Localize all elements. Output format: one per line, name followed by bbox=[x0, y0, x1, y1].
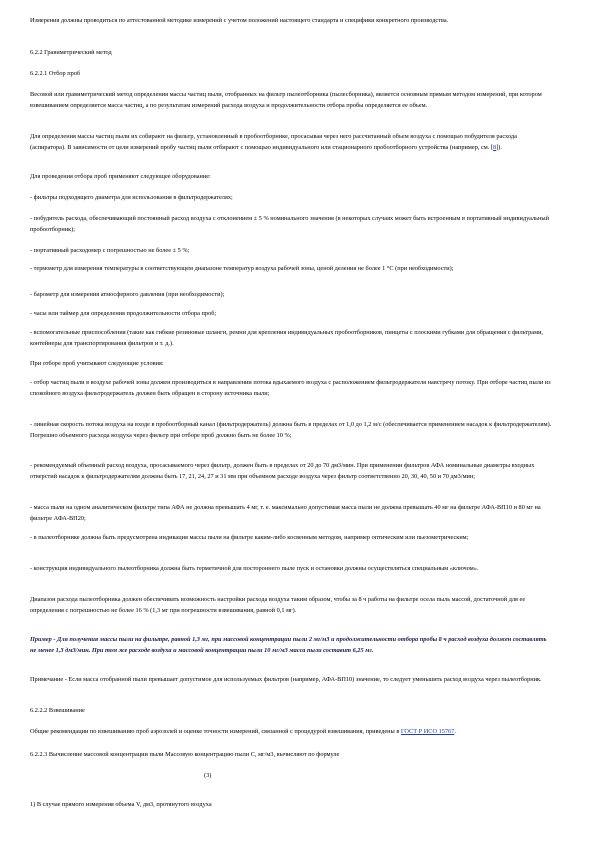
equipment-item-barometer: - барометр для измерения атмосферного давления (при необходимости); bbox=[30, 291, 225, 298]
gost-link[interactable]: ГОСТ Р ИСО 15767 bbox=[400, 728, 455, 735]
equipment-item-filters: - фильтры подходящего диаметра для использования в фильтродержателях; bbox=[30, 194, 233, 201]
conditions-intro: При отборе проб учитывают следующие условия: bbox=[30, 360, 164, 367]
weighing-text-a: Общие рекомендации по взвешиванию проб аэрозолей и оценке точности измерений, связанной с процедурой взвешивания, приведены в bbox=[30, 728, 401, 735]
sampling-text-a: Для определения массы частиц пыли их собирают на фильтр, установленный в пробоотборнике, просасывая через него рассчитанный объем воздуха с помощью побудителя расхода (аспиратора). В зависимости от цели измерений пробу частиц пыли отбирают с помощью индивидуального или стационарного пробоотборного устройства (например, см. [ bbox=[30, 133, 517, 151]
condition-construction: - конструкция индивидуального пылеотборника должна быть герметичной для постороннего пыле пуск и остановки должны осуществляться специальным «ключом». bbox=[30, 565, 479, 572]
weighing-paragraph bbox=[30, 727, 554, 738]
volume-paragraph: 1) В случае прямого измерения объема V, дм3, протянутого воздуха bbox=[30, 801, 212, 808]
equipment-item-pump: - побудитель расхода, обеспечивающий постоянный расход воздуха с отклонением ± 5 % номинального значения (в некоторых случаях может быть встроенным в портативный индивидуальный пробоотборник); bbox=[30, 215, 549, 233]
condition-mass-limit: - масса пыли на одном аналитическом фильтре типа АФА не должна превышать 4 мг, т. е. максимально допустимая масса пыли не должна превышать 40 мг на фильтре АФА-ВП10 и 80 мг на фильтре АФА-ВП20; bbox=[30, 504, 541, 522]
equipment-item-thermometer: - термометр для измерения температуры в соответствующем диапазоне температур воздуха рабочей зоны, ценой деления не более 1 °С (при необходимости); bbox=[30, 265, 454, 272]
sampling-text-b: ]). bbox=[496, 143, 502, 151]
section-heading-6-2-2-3: 6.2.2.3 Вычисление массовой концентрации пыли Массовую концентрацию пыли С, мг/м3, вычисляют по формуле bbox=[30, 751, 340, 758]
equipment-intro: Для проведения отбора проб применяют следующее оборудование: bbox=[30, 173, 211, 180]
note-paragraph: Примечание - Если масса отобранной пыли превышает допустимое для используемых фильтров (например, АФА-ВП10) значение, то следует уменьшить расход воздуха через пылеотборник. bbox=[30, 676, 542, 683]
example-paragraph: Пример - Для получения массы пыли на фильтре, равной 1,3 мг, при массовой концентрации пыли 2 мг/м3 и продолжительности отбора пробы 8 ч расход воздуха должен составлять не менее 1,3 дм3/мин. При том же расходе воздуха и массовой концентрации пыли 10 мг/м3 масса пыли составит 6,25 мг. bbox=[30, 636, 547, 654]
reference-link[interactable]: 8 bbox=[493, 143, 497, 151]
condition-velocity: - линейная скорость потока воздуха на входе в пробоотборный канал (фильтродержатель) должна быть в пределах от 1,0 до 1,2 м/с (обеспечивается применением насадок к фильтродержателям). Погрешно объемного расхода воздуха через фильтр при отборе проб должно быть не более 10 %; bbox=[30, 421, 552, 439]
equipment-item-timer: - часы или таймер для определения продолжительности отбора проб; bbox=[30, 310, 217, 317]
section-heading-6-2-2: 6.2.2 Гравиметрический метод bbox=[30, 49, 112, 56]
condition-indication: - в пылеотборнике должна быть предусмотрена индикация массы пыли на фильтре каким-либо косвенным методом, например оптическим или пьезометрическим; bbox=[30, 534, 469, 541]
formula-number: (3) bbox=[204, 772, 212, 779]
section-heading-6-2-2-1: 6.2.2.1 Отбор проб bbox=[30, 70, 81, 77]
sampling-paragraph bbox=[30, 132, 554, 153]
equipment-item-flowmeter: - портативный расходомер с погрешностью не более ± 5 %; bbox=[30, 247, 190, 254]
flow-range-paragraph: Диапазон расхода пылеотборника должен обеспечивать возможность настройки расхода воздуха таким образом, чтобы за 8 ч работы на фильтре осела пыль массой, достаточной для ее определения с погрешностью не более 16 % (1,3 мг при погрешности взвешивания, равной 0,1 мг). bbox=[30, 596, 526, 614]
equipment-item-accessories: - вспомогательные приспособления (такие как гибкие резиновые шланги, ремни для крепления индивидуальных пробоотборников, пинцеты с плоскими губками для обращения с фильтрами, контейнеры для транспортирования фильтров и т. д.). bbox=[30, 329, 544, 347]
weighing-text-b: . bbox=[454, 728, 456, 735]
section-heading-6-2-2-2: 6.2.2.2 Взвешивание bbox=[30, 707, 85, 714]
intro-paragraph: Измерения должны проводиться по аттестованной методике измерений с учетом положений настоящего стандарта и специфики конкретного производства. bbox=[30, 17, 449, 24]
gravimetric-paragraph: Весовой или гравиметрический метод определения массы частиц пыли, отобранных на фильтр пылеотборника (пылесборника), является основным прямым методом измерений, при котором взвешиванием определяется масса частиц, а по результатам измерений расхода воздуха и продолжительности отбора пробы определяется ее объем. bbox=[30, 91, 542, 109]
condition-direction: - отбор частиц пыли в воздухе рабочей зоны должен производиться в направлении потока вдыхаемого воздуха с расположением фильтродержателя навстречу потоку. При отборе частиц пыли из спокойного воздуха фильтродержатель должен быть обращен в сторону источника пыли; bbox=[30, 379, 551, 397]
condition-flow-rate: - рекомендуемый объемный расход воздуха, просасываемого через фильтр, должен быть в пределах от 20 до 70 дм3/мин. При применении фильтров АФА номинальные диаметры входных отверстий насадок к фильтродержателям должны быть 17, 21, 24, 27 и 31 мм при объемном расходе воздуха через фильтр соответственно 20, 30, 40, 50 и 70 дм3/мин; bbox=[30, 462, 535, 480]
